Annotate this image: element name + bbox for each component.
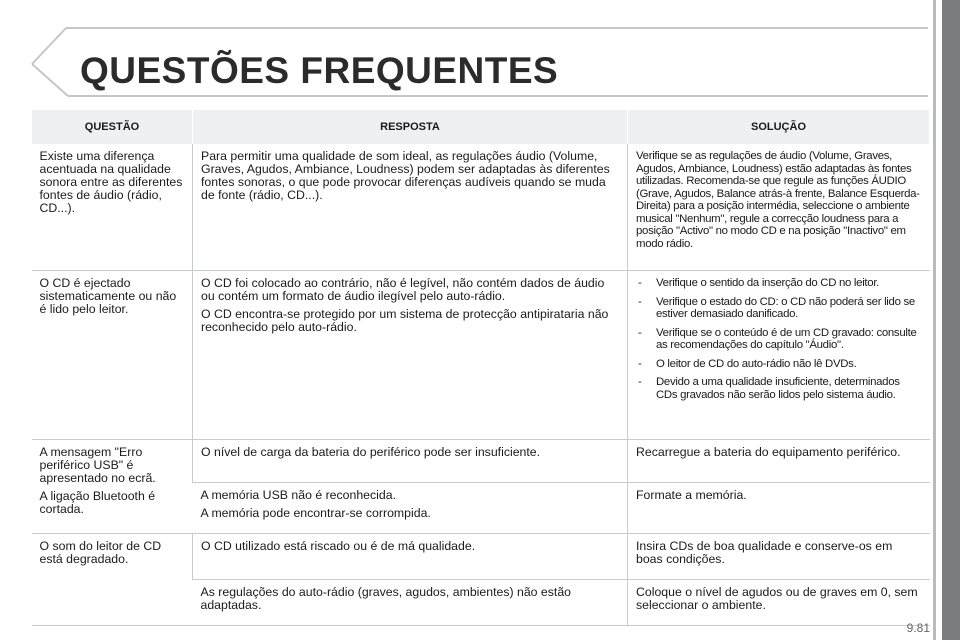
answer-text: O CD utilizado está riscado ou é de má qualidade.: [201, 539, 476, 553]
answer-cell: [193, 271, 628, 440]
list-item: - Verifique o sentido da inserção do CD no leitor.: [636, 277, 922, 290]
side-rule: [933, 0, 936, 640]
answer-cell: [193, 483, 628, 534]
list-item: - Devido a uma qualidade insuficiente, determinados CDs gravados não serão lidos pelo sistema áudio.: [636, 376, 922, 401]
answer-text: O CD foi colocado ao contrário, não é legível, não contém dados de áudio ou contém um formato de áudio ilegível pelo auto-rádio.: [201, 276, 605, 303]
solution-text: Recarregue a bateria do equipamento periférico.: [636, 445, 901, 459]
answer-text: A memória USB não é reconhecida.: [200, 488, 396, 502]
question-cell: [32, 534, 193, 626]
solution-text: Insira CDs de boa qualidade e conserve-os em boas condições.: [636, 539, 893, 566]
solution-cell: [628, 440, 930, 483]
list-item: - O leitor de CD do auto-rádio não lê DVDs.: [636, 358, 922, 371]
question-text: A ligação Bluetooth é cortada.: [39, 489, 156, 516]
table-row: [32, 534, 930, 580]
question-cell: [32, 271, 193, 440]
solution-cell: [628, 534, 930, 580]
table-row: [32, 271, 930, 440]
faq-table: [31, 110, 930, 626]
solution-list: [636, 277, 922, 401]
question-cell: [32, 144, 193, 271]
solution-cell: [628, 580, 930, 626]
answer-cell: [193, 440, 628, 483]
question-text: Existe uma diferença acentuada na qualidade sonora entre as diferentes fontes de áudio (rádio, CD...).: [39, 149, 183, 215]
solution-cell: [628, 271, 930, 440]
page-number: 9.81: [906, 621, 930, 635]
question-text: O som do leitor de CD está degradado.: [39, 539, 162, 566]
question-text: O CD é ejectado sistematicamente ou não é lido pelo leitor.: [39, 276, 177, 316]
answer-cell: [193, 534, 628, 580]
question-cell: [32, 440, 193, 534]
table-row: [32, 144, 930, 271]
solution-text: Coloque o nível de agudos ou de graves em 0, sem seleccionar o ambiente.: [636, 585, 918, 612]
side-tab-bar: [942, 0, 960, 640]
question-text: A mensagem "Erro periférico USB" é apresentado no ecrã.: [39, 445, 156, 485]
page-title: QUESTÕES FREQUENTES: [80, 50, 559, 91]
list-item: - Verifique o estado do CD: o CD não poderá ser lido se estiver demasiado danificado.: [636, 296, 922, 321]
column-header-answer: RESPOSTA: [193, 110, 628, 144]
column-header-question: QUESTÃO: [32, 110, 193, 144]
column-header-solution: SOLUÇÃO: [628, 110, 930, 144]
answer-text: O nível de carga da bateria do periférico pode ser insuficiente.: [201, 445, 541, 459]
solution-cell: [628, 483, 930, 534]
answer-cell: [193, 144, 628, 271]
table-row: [32, 440, 930, 483]
answer-cell: [193, 580, 628, 626]
answer-text: Para permitir uma qualidade de som ideal, as regulações áudio (Volume, Graves, Agudos, Ambiance, Loudness) podem ser adaptadas às diferentes fontes sonoras, o que pode provocar diferenças audíveis quando se muda de fonte (rádio, CD...).: [201, 149, 610, 202]
table-header-row: [32, 110, 930, 144]
list-item: - Verifique se o conteúdo é de um CD gravado: consulte as recomendações do capítulo "Áudio".: [636, 327, 922, 352]
answer-text: O CD encontra-se protegido por um sistema de protecção antipirataria não reconhecido pelo auto-rádio.: [201, 307, 609, 334]
answer-text: As regulações do auto-rádio (graves, agudos, ambientes) não estão adaptadas.: [200, 585, 571, 612]
solution-text: Verifique se as regulações de áudio (Volume, Graves, Agudos, Ambiance, Loudness) estão adaptadas às fontes utilizadas. Recomenda-se que regule as funções ÁUDIO (Grave, Agudos, Balance atrás-à frente, Balance Esquerda-Direita) para a posição intermédia, seleccione o ambiente musical "Nenhum", regule a correcção loudness para a posição "Activo" no modo CD e na posição "Inactivo" em modo rádio.: [636, 150, 920, 250]
answer-text: A memória pode encontrar-se corrompida.: [200, 506, 431, 520]
solution-cell: [628, 144, 930, 271]
solution-text: Formate a memória.: [636, 488, 747, 502]
